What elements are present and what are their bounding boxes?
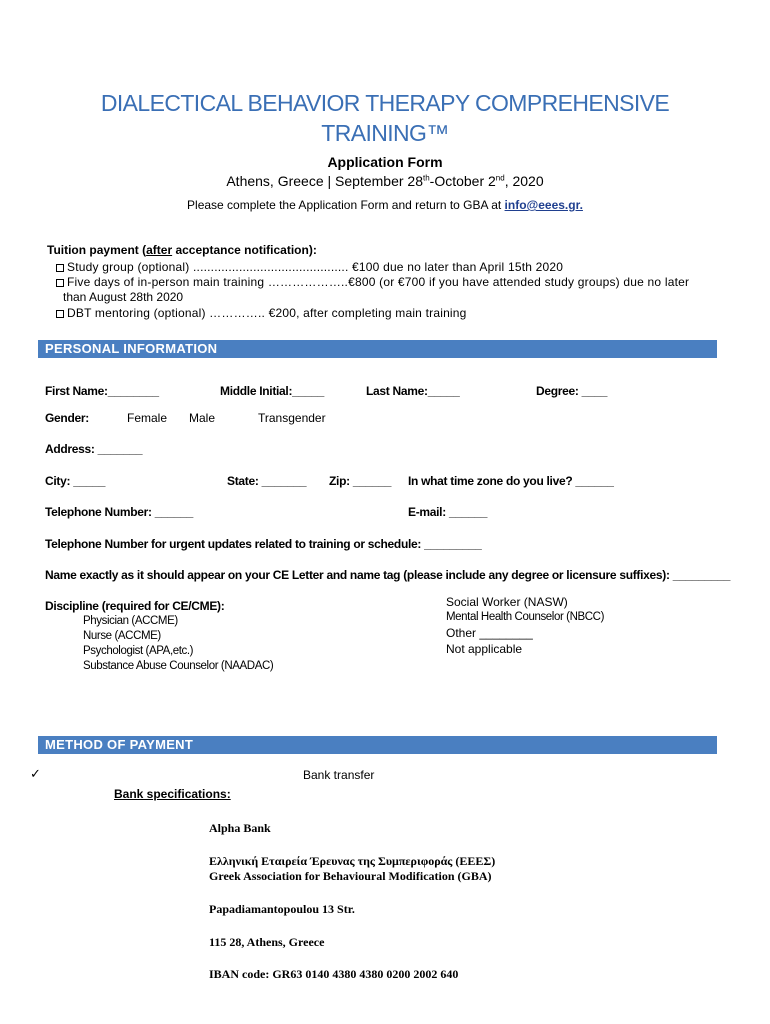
email-field[interactable]: E-mail: ______ (408, 505, 488, 519)
submission-instruction: Please complete the Application Form and return to GBA at info@eees.gr. (187, 198, 583, 212)
address-field[interactable]: Address: _______ (45, 442, 143, 456)
discipline-option-other[interactable]: Other ________ (446, 626, 533, 640)
checkmark-icon: ✓ (30, 766, 41, 781)
form-title: Application Form (327, 154, 443, 170)
email-link[interactable]: info@eees.gr. (504, 198, 583, 212)
middle-initial-field[interactable]: Middle Initial:_____ (220, 384, 325, 398)
checkbox-icon[interactable] (56, 310, 64, 318)
discipline-option-psychologist[interactable]: Psychologist (APA,etc.) (83, 645, 194, 657)
event-location-dates: Athens, Greece | September 28th-October 2nd, 2020 (226, 173, 544, 189)
checkbox-icon[interactable] (56, 279, 64, 287)
iban-code: IBAN code: GR63 0140 4380 4380 0200 2002 640 (209, 967, 459, 981)
timezone-field[interactable]: In what time zone do you live? ______ (408, 474, 614, 488)
gender-option-male[interactable]: Male (189, 411, 216, 425)
page-title-line-1: DIALECTICAL BEHAVIOR THERAPY COMPREHENSIVE (100, 90, 670, 116)
discipline-option-physician[interactable]: Physician (ACCME) (83, 615, 178, 627)
first-name-field[interactable]: First Name:________ (45, 384, 159, 398)
discipline-option-mental-health[interactable]: Mental Health Counselor (NBCC) (446, 611, 605, 623)
gender-option-female[interactable]: Female (127, 411, 168, 425)
state-field[interactable]: State: _______ (227, 474, 307, 488)
page-title-line-2: TRAINING™ (321, 120, 449, 146)
bank-city: 115 28, Athens, Greece (209, 935, 325, 949)
association-name-english: Greek Association for Behavioural Modification (GBA) (209, 869, 492, 883)
tuition-option-mentoring[interactable]: DBT mentoring (optional) ………….. €200, after completing main training (56, 306, 467, 320)
bank-name: Alpha Bank (209, 821, 271, 835)
tuition-heading: Tuition payment (after acceptance notification): (47, 243, 317, 257)
bank-street-address: Papadiamantopoulou 13 Str. (209, 902, 355, 916)
discipline-option-not-applicable[interactable]: Not applicable (446, 642, 523, 656)
checkbox-icon[interactable] (56, 264, 64, 272)
gender-label: Gender: (45, 411, 89, 425)
degree-field[interactable]: Degree: ____ (536, 384, 608, 398)
section-header-method-of-payment: METHOD OF PAYMENT (38, 736, 717, 754)
tuition-option-main-training-deadline: than August 28th 2020 (63, 290, 184, 304)
zip-field[interactable]: Zip: ______ (329, 474, 392, 488)
discipline-option-nurse[interactable]: Nurse (ACCME) (83, 630, 161, 642)
bank-specifications-heading: Bank specifications: (114, 787, 231, 801)
discipline-option-substance-abuse[interactable]: Substance Abuse Counselor (NAADAC) (83, 660, 274, 672)
ce-letter-name-field[interactable]: Name exactly as it should appear on your CE Letter and name tag (please include any degree or licensure suffixes): _________ (45, 568, 731, 582)
association-name-greek: Ελληνική Εταιρεία Έρευνας της Συμπεριφοράς (ΕΕΕΣ) (209, 854, 496, 868)
bank-transfer-option[interactable]: Bank transfer (303, 768, 375, 782)
tuition-option-study-group[interactable]: Study group (optional) ............................................ €100 due no later than April 15th 2020 (56, 260, 563, 274)
discipline-label: Discipline (required for CE/CME): (45, 599, 225, 613)
discipline-option-social-worker[interactable]: Social Worker (NASW) (446, 595, 568, 609)
section-header-personal-information: PERSONAL INFORMATION (38, 340, 717, 358)
last-name-field[interactable]: Last Name:_____ (366, 384, 460, 398)
tuition-option-main-training[interactable]: Five days of in-person main training ………………..€800 (or €700 if you have attended study groups) due no later (56, 275, 689, 289)
city-field[interactable]: City: _____ (45, 474, 106, 488)
gender-option-transgender[interactable]: Transgender (258, 411, 326, 425)
telephone-field[interactable]: Telephone Number: ______ (45, 505, 193, 519)
urgent-telephone-field[interactable]: Telephone Number for urgent updates related to training or schedule: _________ (45, 537, 482, 551)
